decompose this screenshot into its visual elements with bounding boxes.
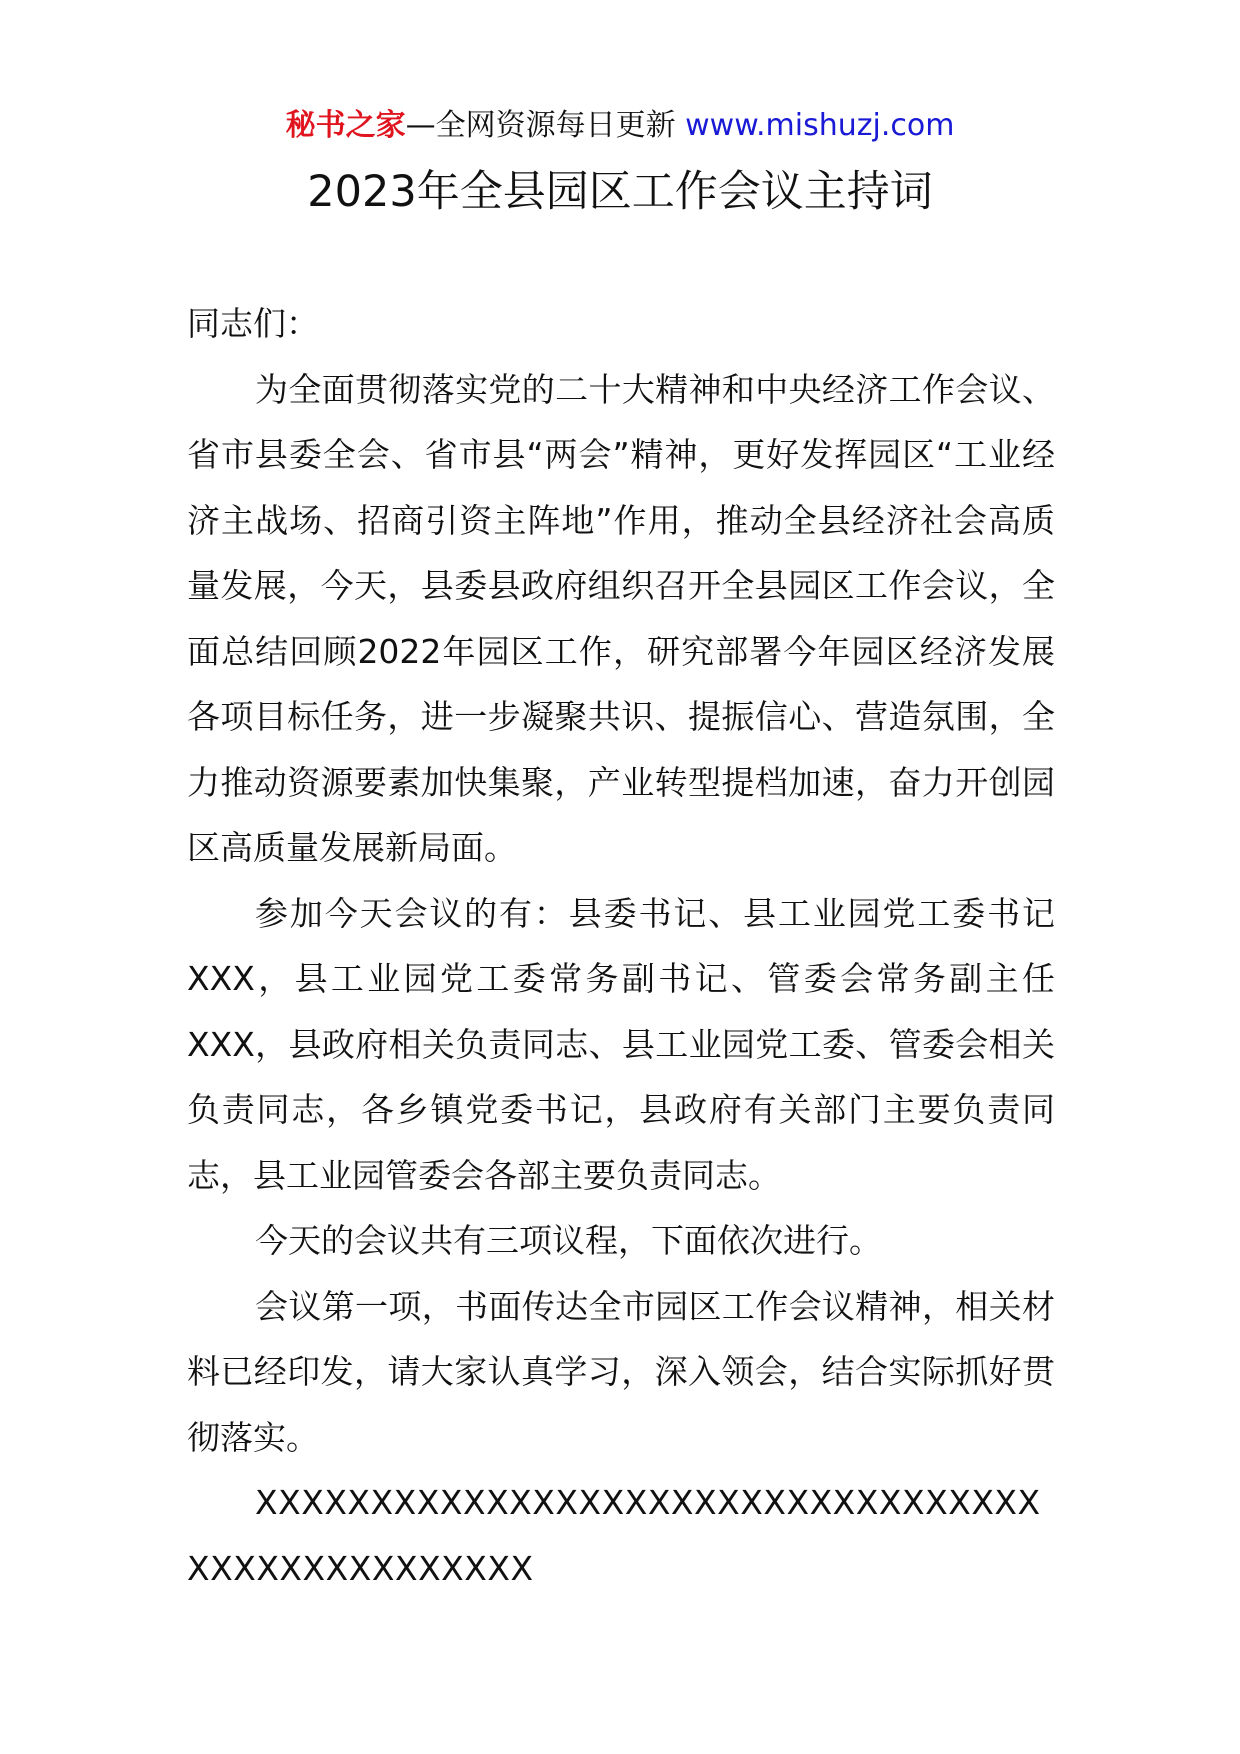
paragraph-agenda: 今天的会议共有三项议程，下面依次进行。 [255,1221,882,1260]
paragraph-attendees: 参加今天会议的有：县委书记、县工业园党工委书记XXX，县工业园党工委常务副书记、管委会常务副主任XXX，县政府相关负责同志、县工业园党工委、管委会相关负责同志，各乡镇党委书记，县政府有关部门主要负责同志，县工业园管委会各部主要负责同志。 [187,893,1055,1195]
salutation: 同志们： [187,304,319,343]
paragraph-item-one: 会议第一项，书面传达全市园区工作会议精神，相关材料已经印发，请大家认真学习，深入领会，结合实际抓好贯彻落实。 [187,1286,1055,1457]
document-body [187,291,1055,1601]
header-tagline: —全网资源每日更新 [405,108,686,143]
document-title: 2023年全县园区工作会议主持词 [307,167,933,217]
paragraph-purpose: 为全面贯彻落实党的二十大精神和中央经济工作会议、省市县委全会、省市县“两会”精神，更好发挥园区“工业经济主战场、招商引资主阵地”作用，推动全县经济社会高质量发展，今天，县委县政府组织召开全县园区工作会议，全面总结回顾2022年园区工作，研究部署今年园区经济发展各项目标任务，进一步凝聚共识、提振信心、营造氛围，全力推动资源要素加快集聚，产业转型提档加速，奋力开创园区高质量发展新局面。 [187,369,1055,867]
paragraph-placeholder: XXXXXXXXXXXXXXXXXXXXXXXXXXXXXXXXXXXXXXXXXXXXXXXXX [187,1483,1041,1588]
brand-name: 秘书之家 [285,108,406,143]
site-header [0,104,1240,148]
site-url-link[interactable]: www.mishuzj.com [685,108,955,143]
